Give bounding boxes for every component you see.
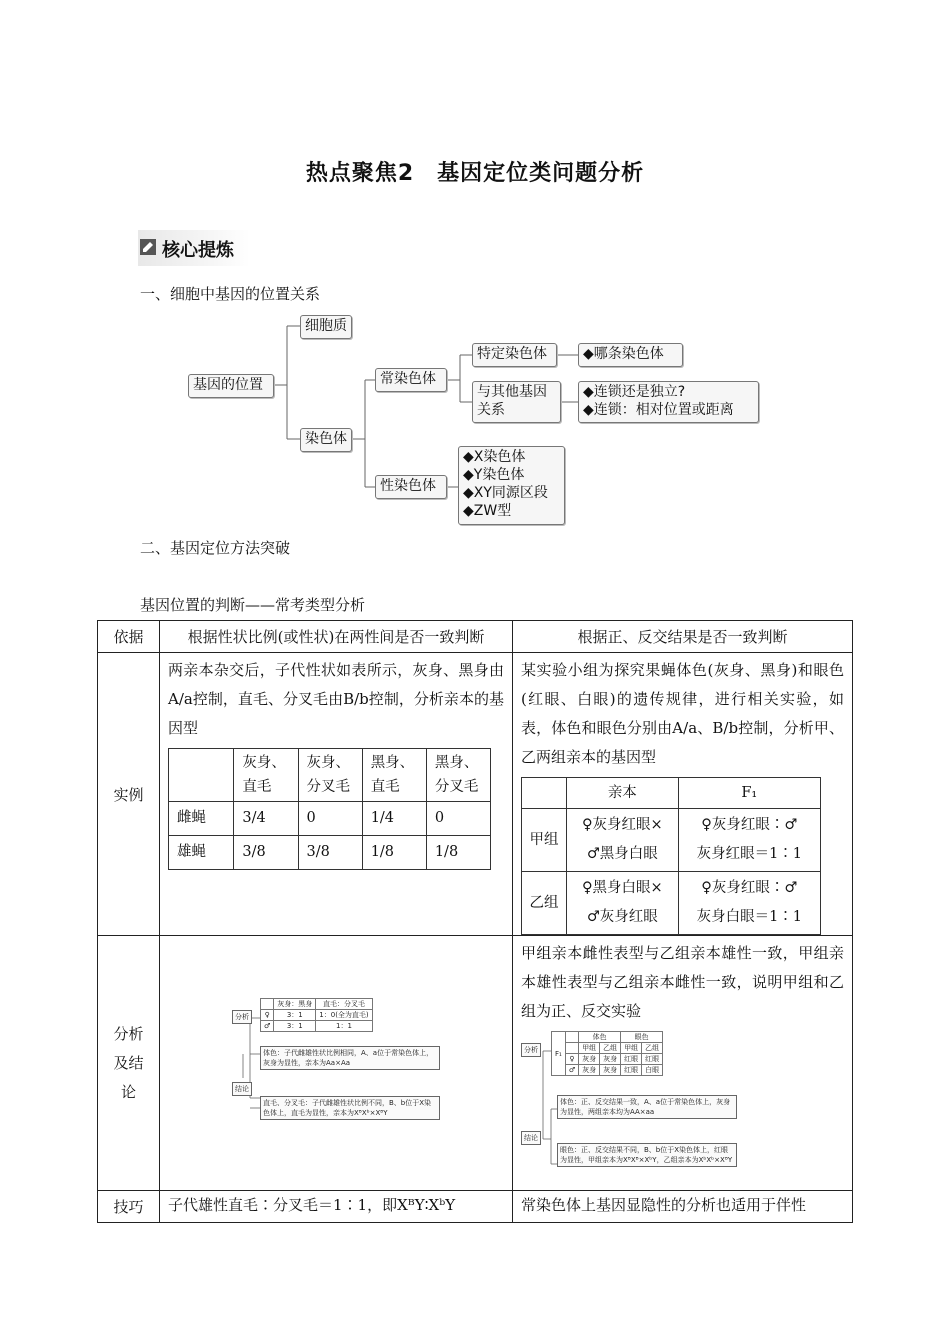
table-row <box>169 802 491 836</box>
mini-cell: 灰身 <box>579 1065 600 1076</box>
page-title: 热点聚焦2 基因定位类问题分析 <box>305 161 645 186</box>
mini-conclusion-1: 体色：正、反交结果一致，A、a位于常染色体上，灰身为显性，两组亲本均为AA×aa <box>557 1095 737 1119</box>
offspring-corner <box>169 749 234 802</box>
cell: 3/8 <box>298 836 362 870</box>
offspring-table <box>168 748 491 870</box>
cell-line: ♀灰身红眼∶♂ <box>701 817 798 833</box>
tip-left: 子代雄性直毛∶分叉毛＝1∶1，即XᴮY∶XᵇY <box>160 1191 513 1223</box>
mini-cell: 甲组 <box>579 1043 600 1054</box>
mindmap-specific-chromosome: 特定染色体 <box>472 343 557 367</box>
mini-conclusion-2: 直毛、分叉毛：子代雌雄性状比例不同，B、b位于X染色体上，直毛为显性，亲本为XᴮXᵇ×XᴮY <box>260 1096 440 1120</box>
example-right-text: 某实验小组为探究果蝇体色(灰身、黑身)和眼色(红眼、白眼)的遗传规律，进行相关实验，如表，体色和眼色分别由A/a、B/b控制，分析甲、乙两组亲本的基因型 <box>521 661 844 766</box>
cell: 3/4 <box>234 802 298 836</box>
core-heading: 核心提炼 <box>162 240 234 261</box>
mini-analysis-node: 分析 <box>232 1010 252 1024</box>
mini-cell: 红眼 <box>621 1065 642 1076</box>
mini-conclusion-2: 眼色：正、反交结果不同，B、b位于X染色体上，红眼为显性，甲组亲本为XᴮXᴮ×XᵇY，乙组亲本为XᵇXᵇ×XᴮY <box>557 1143 737 1167</box>
mini-conclusion-node: 结论 <box>521 1131 541 1145</box>
offspring-col: 黑身、分叉毛 <box>426 749 490 802</box>
offspring-col: 灰身、直毛 <box>234 749 298 802</box>
mini-cell: 3：1 <box>274 1021 316 1032</box>
mindmap-autosome: 常染色体 <box>375 368 447 392</box>
offspring-col: 黑身、直毛 <box>362 749 426 802</box>
mini-table <box>260 998 373 1032</box>
mini-cell: 眼色 <box>621 1032 663 1043</box>
mindmap-sex-chromosome: 性染色体 <box>375 475 447 499</box>
mini-table <box>551 1031 663 1076</box>
cross-table <box>521 777 821 935</box>
mini-cell: 3：1 <box>274 1010 316 1021</box>
sex-type-item: ◆ZW型 <box>463 503 512 519</box>
gene-location-table <box>97 620 853 1223</box>
right-analysis-diagram <box>513 1029 852 1189</box>
example-label: 实例 <box>98 653 160 936</box>
mini-cell: 白眼 <box>642 1065 663 1076</box>
cross-corner <box>522 778 567 809</box>
cell-line: ♀灰身红眼× <box>581 817 663 833</box>
linkage-line1: ◆连锁还是独立? <box>583 384 686 400</box>
cell <box>567 809 679 872</box>
section1-heading: 一、细胞中基因的位置关系 <box>140 285 321 303</box>
mini-cell: 灰身 <box>600 1065 621 1076</box>
mini-cell: 灰身 <box>600 1054 621 1065</box>
row-label: 雄蝇 <box>169 836 234 870</box>
tip-label: 技巧 <box>98 1191 160 1223</box>
mindmap-which-chromosome: ◆哪条染色体 <box>578 343 683 367</box>
mindmap-chromosome: 染色体 <box>300 428 352 452</box>
mini-cell: 灰身：黑身 <box>274 999 316 1010</box>
relation-line1: 与其他基因 <box>477 384 547 400</box>
tip-right: 常染色体上基因显隐性的分析也适用于伴性 <box>513 1191 853 1223</box>
cell: 1/4 <box>362 802 426 836</box>
mini-cell: 红眼 <box>642 1054 663 1065</box>
sex-type-item: ◆X染色体 <box>463 449 526 465</box>
mini-cell: 甲组 <box>621 1043 642 1054</box>
mini-cell: 乙组 <box>600 1043 621 1054</box>
cell: 1/8 <box>362 836 426 870</box>
cell: 1/8 <box>426 836 490 870</box>
mini-cell: 红眼 <box>621 1054 642 1065</box>
sex-type-item: ◆XY同源区段 <box>463 485 548 501</box>
example-right-cell <box>513 653 853 936</box>
analysis-right-cell <box>513 936 853 1191</box>
mini-cell: ♂ <box>565 1065 578 1076</box>
header-reciprocal: 根据正、反交结果是否一致判断 <box>513 621 853 653</box>
cell-line: 灰身红眼＝1∶1 <box>696 846 803 862</box>
cell: 3/8 <box>234 836 298 870</box>
cell <box>567 872 679 935</box>
example-left-text: 两亲本杂交后，子代性状如表所示，灰身、黑身由A/a控制，直毛、分叉毛由B/b控制，分析亲本的基因型 <box>168 661 504 737</box>
mini-cell: ♂ <box>261 1021 274 1032</box>
mindmap-sex-types <box>458 446 565 525</box>
cell-line: ♂黑身白眼 <box>586 846 658 862</box>
mini-cell: ♀ <box>261 1010 274 1021</box>
example-left-cell <box>160 653 513 936</box>
analysis-label-line: 分析 <box>113 1024 144 1043</box>
cell-line: ♀灰身红眼∶♂ <box>701 880 798 896</box>
sex-type-item: ◆Y染色体 <box>463 467 525 483</box>
linkage-line2: ◆连锁：相对位置或距离 <box>583 402 734 418</box>
mindmap-cytoplasm: 细胞质 <box>300 315 352 339</box>
section2-heading: 二、基因定位方法突破 <box>140 539 291 557</box>
mini-cell: 1：1 <box>316 1021 372 1032</box>
mini-cell: 灰身 <box>579 1054 600 1065</box>
mini-cell: ♀ <box>565 1054 578 1065</box>
cell-line: ♀黑身白眼× <box>581 880 663 896</box>
table-caption: 基因位置的判断——常考类型分析 <box>140 596 366 614</box>
mindmap-root: 基因的位置 <box>188 374 274 398</box>
cross-col: F₁ <box>678 778 820 809</box>
cell: 0 <box>298 802 362 836</box>
analysis-label-line: 论 <box>120 1082 136 1101</box>
mini-cell: 1：0(全为直毛) <box>316 1010 372 1021</box>
left-analysis-diagram <box>160 936 512 1190</box>
offspring-col: 灰身、分叉毛 <box>298 749 362 802</box>
cell: 0 <box>426 802 490 836</box>
mini-cell: F₁ <box>552 1032 566 1076</box>
cell <box>678 809 820 872</box>
table-row <box>522 872 821 935</box>
row-label: 雌蝇 <box>169 802 234 836</box>
mini-conclusion-node: 结论 <box>232 1082 252 1096</box>
cell-line: ♂灰身红眼 <box>586 909 658 925</box>
row-label: 乙组 <box>522 872 567 935</box>
header-sex-ratio: 根据性状比例(或性状)在两性间是否一致判断 <box>160 621 513 653</box>
mini-analysis-node: 分析 <box>521 1043 541 1057</box>
table-row <box>169 836 491 870</box>
table-row <box>522 809 821 872</box>
relation-line2: 关系 <box>477 402 505 418</box>
cell-line: 灰身白眼＝1∶1 <box>696 909 803 925</box>
cell <box>678 872 820 935</box>
analysis-label <box>98 936 160 1191</box>
analysis-left-cell <box>160 936 513 1191</box>
header-basis: 依据 <box>98 621 160 653</box>
mini-cell: 体色 <box>579 1032 621 1043</box>
mindmap-gene-relation <box>472 381 561 423</box>
mini-conclusion-1: 体色：子代雌雄性状比例相同，A、a位于常染色体上，灰身为显性，亲本为Aa×Aa <box>260 1046 440 1070</box>
cross-col: 亲本 <box>567 778 679 809</box>
mindmap-linkage <box>578 381 759 423</box>
mini-cell: 乙组 <box>642 1043 663 1054</box>
analysis-label-line: 及结 <box>113 1053 144 1072</box>
analysis-right-text: 甲组亲本雌性表型与乙组亲本雄性一致，甲组亲本雄性表型与乙组亲本雌性一致，说明甲组和乙组为正、反交实验 <box>521 944 844 1020</box>
row-label: 甲组 <box>522 809 567 872</box>
mini-cell: 直毛：分叉毛 <box>316 999 372 1010</box>
